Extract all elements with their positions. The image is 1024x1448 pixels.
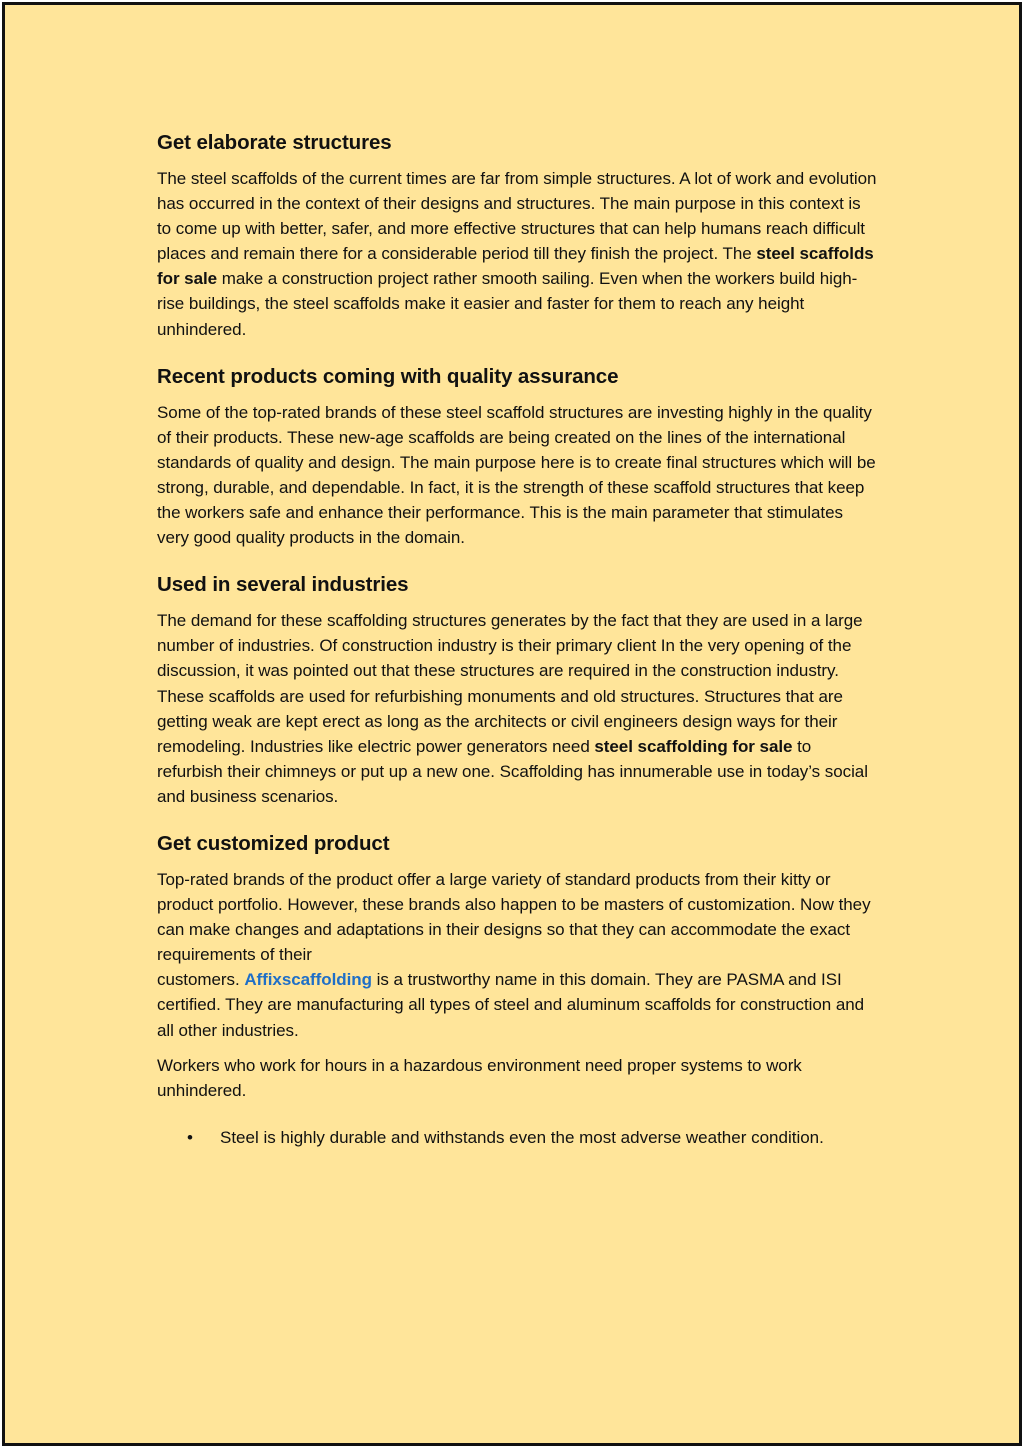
paragraph-text: Top-rated brands of the product offer a large variety of standard products from their kitty or product portfolio. However, these brands also happen to be masters of customization. Now they can make changes and adaptations in their designs so that they can accommodate the exact requirements of their	[157, 869, 871, 965]
section-paragraph: Some of the top-rated brands of these steel scaffold structures are investing highly in the quality of their products. These new-age scaffolds are being created on the lines of the international standards of quality and design. The main purpose here is to create final structures which will be strong, durable, and dependable. In fact, it is the strength of these scaffold structures that keep the workers safe and enhance their performance. This is the main parameter that stimulates very good quality products in the domain.	[157, 402, 876, 548]
document-page	[2, 2, 1022, 1446]
paragraph-text: make a construction project rather smooth sailing. Even when the workers build high-rise buildings, the steel scaffolds make it easier and faster for them to reach any height unhindered.	[157, 269, 858, 339]
bullet-icon: •	[187, 1127, 193, 1147]
section-paragraph	[157, 166, 879, 342]
paragraph-text: The steel scaffolds of the current times are far from simple structures. A lot of work and evolution has occurred in the context of their designs and structures. The main purpose in this context is to come up with better, safer, and more effective structures that can help humans reach difficult places and remain there for a considerable period till they finish the project. The	[157, 169, 877, 264]
section-several-industries	[157, 570, 879, 809]
section-heading: Get customized product	[157, 831, 390, 855]
paragraph-text: customers.	[157, 970, 245, 990]
bold-keyword: steel scaffolds for sale	[157, 244, 874, 289]
list-item	[157, 1125, 879, 1150]
closing-paragraph: Workers who work for hours in a hazardous environment need proper systems to work unhindered.	[157, 1055, 802, 1100]
bullet-list	[157, 1125, 879, 1150]
section-paragraph	[157, 608, 879, 809]
section-heading: Get elaborate structures	[157, 131, 392, 154]
section-customized-product	[157, 829, 879, 1103]
section-heading: Recent products coming with quality assurance	[157, 364, 619, 388]
section-elaborate-structures	[157, 128, 879, 342]
paragraph-text: The demand for these scaffolding structures generates by the fact that they are used in a large number of industries. Of construction industry is their primary client In the very opening of the discussion, it was pointed out that these structures are required in the construction industry. These scaffolds are used for refurbishing monuments and old structures. Structures that are getting weak are kept erect as long as the architects or civil engineers design ways for their remodeling. Industries like electric power generators need	[157, 611, 863, 756]
affixscaffolding-link[interactable]: Affixscaffolding	[244, 970, 372, 990]
section-heading: Used in several industries	[157, 573, 409, 597]
bold-keyword: steel scaffolding for sale	[594, 736, 793, 756]
section-quality-assurance	[157, 362, 879, 551]
paragraph-text: is a trustworthy name in this domain. They are PASMA and ISI certified. They are manufacturing all types of steel and aluminum scaffolds for construction and all other industries.	[157, 970, 865, 1040]
list-item-text: Steel is highly durable and withstands even the most adverse weather condition.	[220, 1127, 824, 1147]
section-paragraph	[157, 867, 879, 1043]
paragraph-text: to refurbish their chimneys or put up a new one. Scaffolding has innumerable use in today’s social and business scenarios.	[157, 736, 868, 806]
document-content	[157, 128, 879, 1150]
